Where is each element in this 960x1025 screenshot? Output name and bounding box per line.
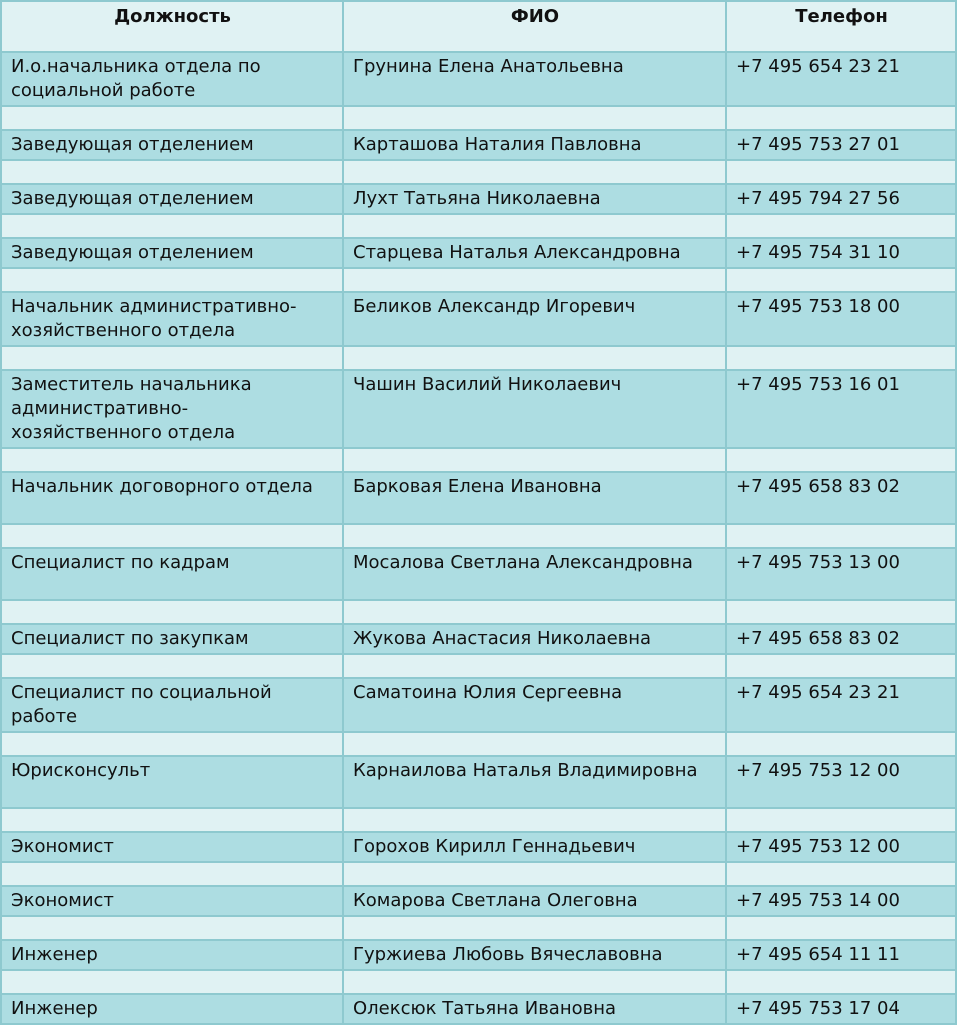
position-cell: Заместитель начальника административно-хозяйственного отдела: [1, 370, 343, 448]
spacer-row: [1, 268, 956, 292]
spacer-row: [1, 346, 956, 370]
spacer-cell: [343, 448, 726, 472]
table-row: [1, 886, 956, 916]
spacer-cell: [1, 214, 343, 238]
name-cell: Олексюк Татьяна Ивановна: [343, 994, 726, 1024]
position-cell: Специалист по закупкам: [1, 624, 343, 654]
spacer-cell: [1, 808, 343, 832]
spacer-cell: [726, 654, 956, 678]
spacer-row: [1, 448, 956, 472]
table-row: [1, 994, 956, 1024]
position-cell: И.о.начальника отдела по социальной работе: [1, 52, 343, 106]
spacer-cell: [726, 732, 956, 756]
spacer-row: [1, 970, 956, 994]
name-cell: Комарова Светлана Олеговна: [343, 886, 726, 916]
table-row: [1, 756, 956, 808]
spacer-cell: [1, 160, 343, 184]
name-cell: Карташова Наталия Павловна: [343, 130, 726, 160]
phone-cell: +7 495 753 27 01: [726, 130, 956, 160]
position-cell: Экономист: [1, 832, 343, 862]
spacer-cell: [726, 106, 956, 130]
spacer-row: [1, 654, 956, 678]
position-cell: Специалист по социальной работе: [1, 678, 343, 732]
table-header-row: [1, 1, 956, 52]
spacer-cell: [1, 346, 343, 370]
spacer-cell: [1, 524, 343, 548]
phone-cell: +7 495 753 13 00: [726, 548, 956, 600]
table-row: [1, 52, 956, 106]
spacer-row: [1, 214, 956, 238]
phone-cell: +7 495 754 31 10: [726, 238, 956, 268]
spacer-cell: [343, 862, 726, 886]
position-cell: Специалист по кадрам: [1, 548, 343, 600]
table-row: [1, 940, 956, 970]
phone-cell: +7 495 794 27 56: [726, 184, 956, 214]
spacer-cell: [1, 732, 343, 756]
spacer-cell: [343, 346, 726, 370]
spacer-cell: [1, 600, 343, 624]
table-row: [1, 184, 956, 214]
phone-cell: +7 495 654 23 21: [726, 678, 956, 732]
table-row: [1, 130, 956, 160]
spacer-row: [1, 916, 956, 940]
table-row: [1, 548, 956, 600]
table-row: [1, 624, 956, 654]
spacer-row: [1, 808, 956, 832]
position-cell: Заведующая отделением: [1, 184, 343, 214]
spacer-cell: [1, 916, 343, 940]
name-cell: Старцева Наталья Александровна: [343, 238, 726, 268]
name-cell: Горохов Кирилл Геннадьевич: [343, 832, 726, 862]
table-row: [1, 292, 956, 346]
table-row: [1, 472, 956, 524]
spacer-cell: [1, 106, 343, 130]
spacer-cell: [343, 916, 726, 940]
name-cell: Гуржиева Любовь Вячеславовна: [343, 940, 726, 970]
spacer-cell: [726, 346, 956, 370]
spacer-cell: [343, 732, 726, 756]
spacer-cell: [726, 808, 956, 832]
spacer-row: [1, 600, 956, 624]
name-cell: Барковая Елена Ивановна: [343, 472, 726, 524]
phone-cell: +7 495 753 18 00: [726, 292, 956, 346]
spacer-cell: [1, 970, 343, 994]
spacer-cell: [343, 268, 726, 292]
position-cell: Начальник административно-хозяйственного отдела: [1, 292, 343, 346]
spacer-cell: [1, 268, 343, 292]
phone-cell: +7 495 753 16 01: [726, 370, 956, 448]
spacer-cell: [726, 524, 956, 548]
name-cell: Лухт Татьяна Николаевна: [343, 184, 726, 214]
spacer-row: [1, 732, 956, 756]
name-cell: Чашин Василий Николаевич: [343, 370, 726, 448]
spacer-cell: [1, 448, 343, 472]
position-cell: Заведующая отделением: [1, 238, 343, 268]
phone-cell: +7 495 654 11 11: [726, 940, 956, 970]
spacer-cell: [726, 600, 956, 624]
header-position: Должность: [1, 1, 343, 52]
name-cell: Беликов Александр Игоревич: [343, 292, 726, 346]
spacer-row: [1, 106, 956, 130]
position-cell: Начальник договорного отдела: [1, 472, 343, 524]
spacer-cell: [726, 448, 956, 472]
position-cell: Инженер: [1, 994, 343, 1024]
spacer-cell: [343, 106, 726, 130]
name-cell: Саматоина Юлия Сергеевна: [343, 678, 726, 732]
phone-cell: +7 495 658 83 02: [726, 472, 956, 524]
spacer-row: [1, 160, 956, 184]
phone-cell: +7 495 753 12 00: [726, 756, 956, 808]
spacer-cell: [726, 862, 956, 886]
spacer-cell: [343, 654, 726, 678]
spacer-cell: [343, 600, 726, 624]
name-cell: Мосалова Светлана Александровна: [343, 548, 726, 600]
name-cell: Жукова Анастасия Николаевна: [343, 624, 726, 654]
position-cell: Экономист: [1, 886, 343, 916]
spacer-cell: [726, 970, 956, 994]
name-cell: Грунина Елена Анатольевна: [343, 52, 726, 106]
spacer-cell: [343, 808, 726, 832]
spacer-cell: [1, 654, 343, 678]
spacer-cell: [343, 970, 726, 994]
spacer-row: [1, 862, 956, 886]
phone-cell: +7 495 753 17 04: [726, 994, 956, 1024]
spacer-cell: [343, 160, 726, 184]
position-cell: Заведующая отделением: [1, 130, 343, 160]
table-row: [1, 238, 956, 268]
phone-cell: +7 495 753 12 00: [726, 832, 956, 862]
spacer-cell: [726, 268, 956, 292]
header-name: ФИО: [343, 1, 726, 52]
position-cell: Юрисконсульт: [1, 756, 343, 808]
phone-cell: +7 495 753 14 00: [726, 886, 956, 916]
table-row: [1, 832, 956, 862]
table-row: [1, 678, 956, 732]
spacer-cell: [343, 214, 726, 238]
spacer-cell: [726, 214, 956, 238]
phone-cell: +7 495 658 83 02: [726, 624, 956, 654]
header-phone: Телефон: [726, 1, 956, 52]
table-row: [1, 370, 956, 448]
phone-cell: +7 495 654 23 21: [726, 52, 956, 106]
spacer-cell: [343, 524, 726, 548]
position-cell: Инженер: [1, 940, 343, 970]
name-cell: Карнаилова Наталья Владимировна: [343, 756, 726, 808]
spacer-cell: [726, 160, 956, 184]
spacer-cell: [726, 916, 956, 940]
spacer-cell: [1, 862, 343, 886]
spacer-row: [1, 524, 956, 548]
